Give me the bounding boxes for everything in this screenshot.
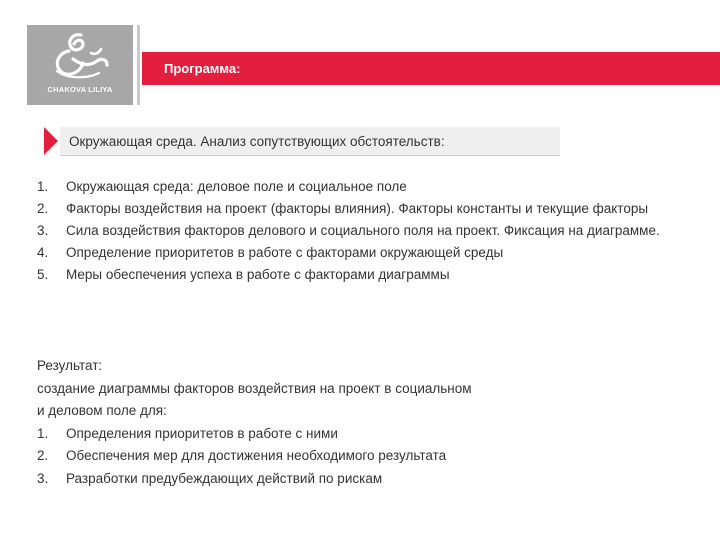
- list-item-number: 1.: [37, 179, 49, 194]
- list-item: [37, 199, 697, 219]
- section-title: Окружающая среда. Анализ сопутствующих обстоятельств:: [69, 134, 445, 149]
- list-item: [37, 243, 697, 263]
- result-item-number: 1.: [37, 425, 49, 441]
- list-item: [37, 177, 697, 197]
- result-heading: Результат:: [37, 358, 103, 373]
- result-description-line: создание диаграммы факторов воздействия на проект в социальном: [37, 380, 472, 396]
- result-item: [37, 423, 677, 446]
- section-header: [60, 127, 560, 156]
- brand-name: CHAKOVA LILIYA: [47, 85, 113, 94]
- list-item-text: Окружающая среда: деловое поле и социальное поле: [66, 179, 407, 194]
- header-title: Программа:: [164, 61, 241, 76]
- list-item-text: Меры обеспечения успеха в работе с факторами диаграммы: [66, 267, 450, 282]
- list-item-number: 2.: [37, 201, 49, 216]
- result-item: [37, 468, 677, 491]
- header-bar: [142, 52, 720, 85]
- vertical-divider: [137, 25, 140, 105]
- list-item-number: 5.: [37, 267, 49, 282]
- list-item: [37, 265, 697, 285]
- list-item-text: Факторы воздействия на проект (факторы влияния). Факторы константы и текущие факторы: [66, 201, 649, 216]
- list-item: [37, 221, 697, 241]
- result-item-text: Определения приоритетов в работе с ними: [66, 425, 338, 441]
- list-item-text: Определение приоритетов в работе с факторами окружающей среды: [66, 245, 504, 260]
- result-description-line: и деловом поле для:: [37, 403, 167, 418]
- result-block: [37, 355, 677, 490]
- result-item-text: Разработки предубеждающих действий по рискам: [66, 470, 383, 486]
- list-item-number: 3.: [37, 223, 49, 238]
- program-list: [37, 177, 697, 287]
- arrow-right-icon: [44, 127, 58, 155]
- brand-logo: [27, 25, 133, 105]
- result-item-number: 3.: [37, 470, 49, 486]
- list-item-text: Сила воздействия факторов делового и социального поля на проект. Фиксация на диаграмме.: [66, 223, 660, 238]
- result-item: [37, 445, 677, 468]
- calligraphy-logo-icon: [43, 31, 117, 83]
- list-item-number: 4.: [37, 245, 49, 260]
- result-item-number: 2.: [37, 448, 49, 463]
- result-item-text: Обеспечения мер для достижения необходимого результата: [66, 448, 447, 463]
